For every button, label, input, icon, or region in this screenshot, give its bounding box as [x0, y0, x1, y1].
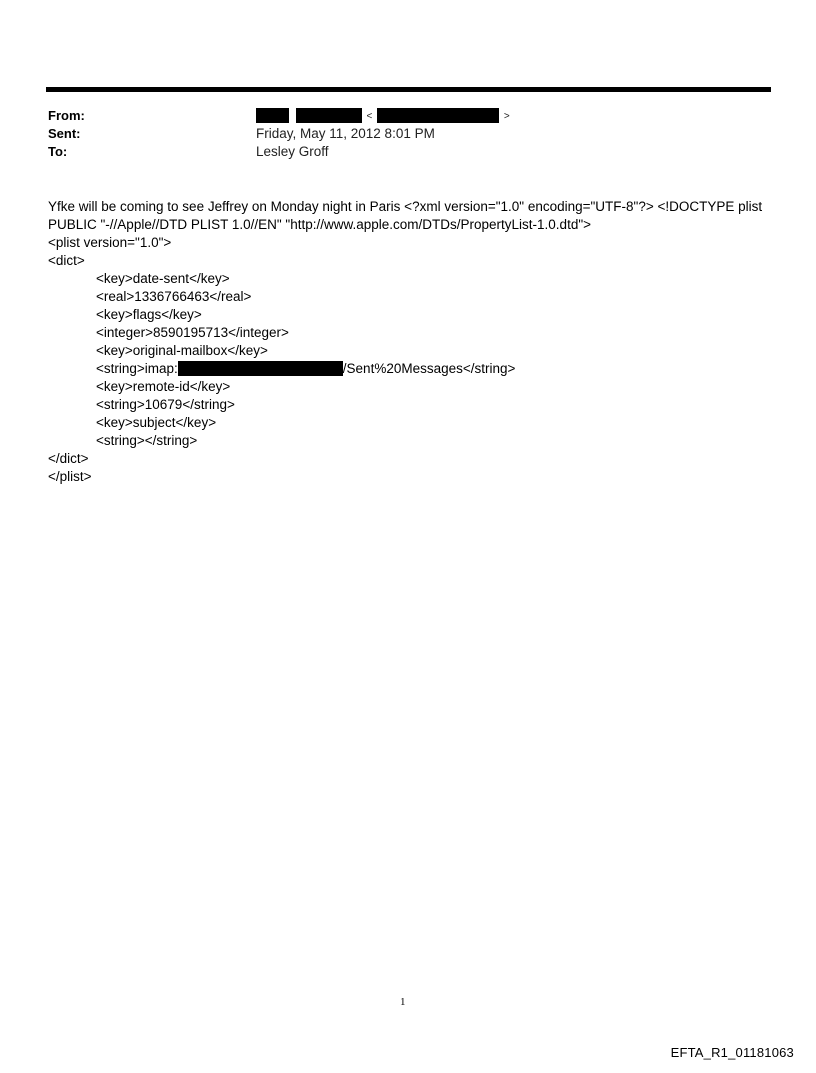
body-line: Yfke will be coming to see Jeffrey on Monday night in Paris <?xml version="1.0" encoding="UTF-8"?> <!DOCTYPE plist	[48, 199, 763, 214]
body-line: <integer>8590195713</integer>	[96, 325, 289, 340]
body-line: <key>original-mailbox</key>	[96, 343, 268, 358]
body-line: </plist>	[48, 469, 92, 484]
from-open-bracket: <	[366, 111, 373, 122]
body-line-imap	[48, 360, 763, 378]
sent-label: Sent:	[48, 126, 81, 141]
redaction-block	[178, 361, 343, 376]
to-value: Lesley Groff	[256, 144, 329, 159]
from-close-bracket: >	[503, 111, 510, 122]
sent-value: Friday, May 11, 2012 8:01 PM	[256, 126, 435, 141]
body-line: <plist version="1.0">	[48, 235, 172, 250]
page-number: 1	[400, 996, 406, 1008]
body-line: <key>subject</key>	[96, 415, 217, 430]
redaction-block	[377, 108, 499, 123]
from-label: From:	[48, 108, 85, 123]
redaction-block	[296, 108, 362, 123]
bates-number: EFTA_R1_01181063	[670, 1045, 794, 1060]
body-line: <real>1336766463</real>	[96, 289, 252, 304]
body-line: PUBLIC "-//Apple//DTD PLIST 1.0//EN" "http://www.apple.com/DTDs/PropertyList-1.0.dtd">	[48, 217, 591, 232]
body-line: <key>flags</key>	[96, 307, 202, 322]
imap-prefix: <string>imap:	[96, 361, 178, 376]
from-value	[256, 107, 511, 126]
body-line: <key>date-sent</key>	[96, 271, 230, 286]
body-line: <string></string>	[96, 433, 198, 448]
body-line: <string>10679</string>	[96, 397, 235, 412]
imap-suffix: /Sent%20Messages</string>	[342, 361, 516, 376]
body-line: </dict>	[48, 451, 89, 466]
to-label: To:	[48, 144, 68, 159]
message-body	[48, 198, 763, 486]
body-line: <dict>	[48, 253, 85, 268]
redaction-block	[256, 108, 289, 123]
body-line: <key>remote-id</key>	[96, 379, 231, 394]
header-rule	[46, 87, 771, 92]
